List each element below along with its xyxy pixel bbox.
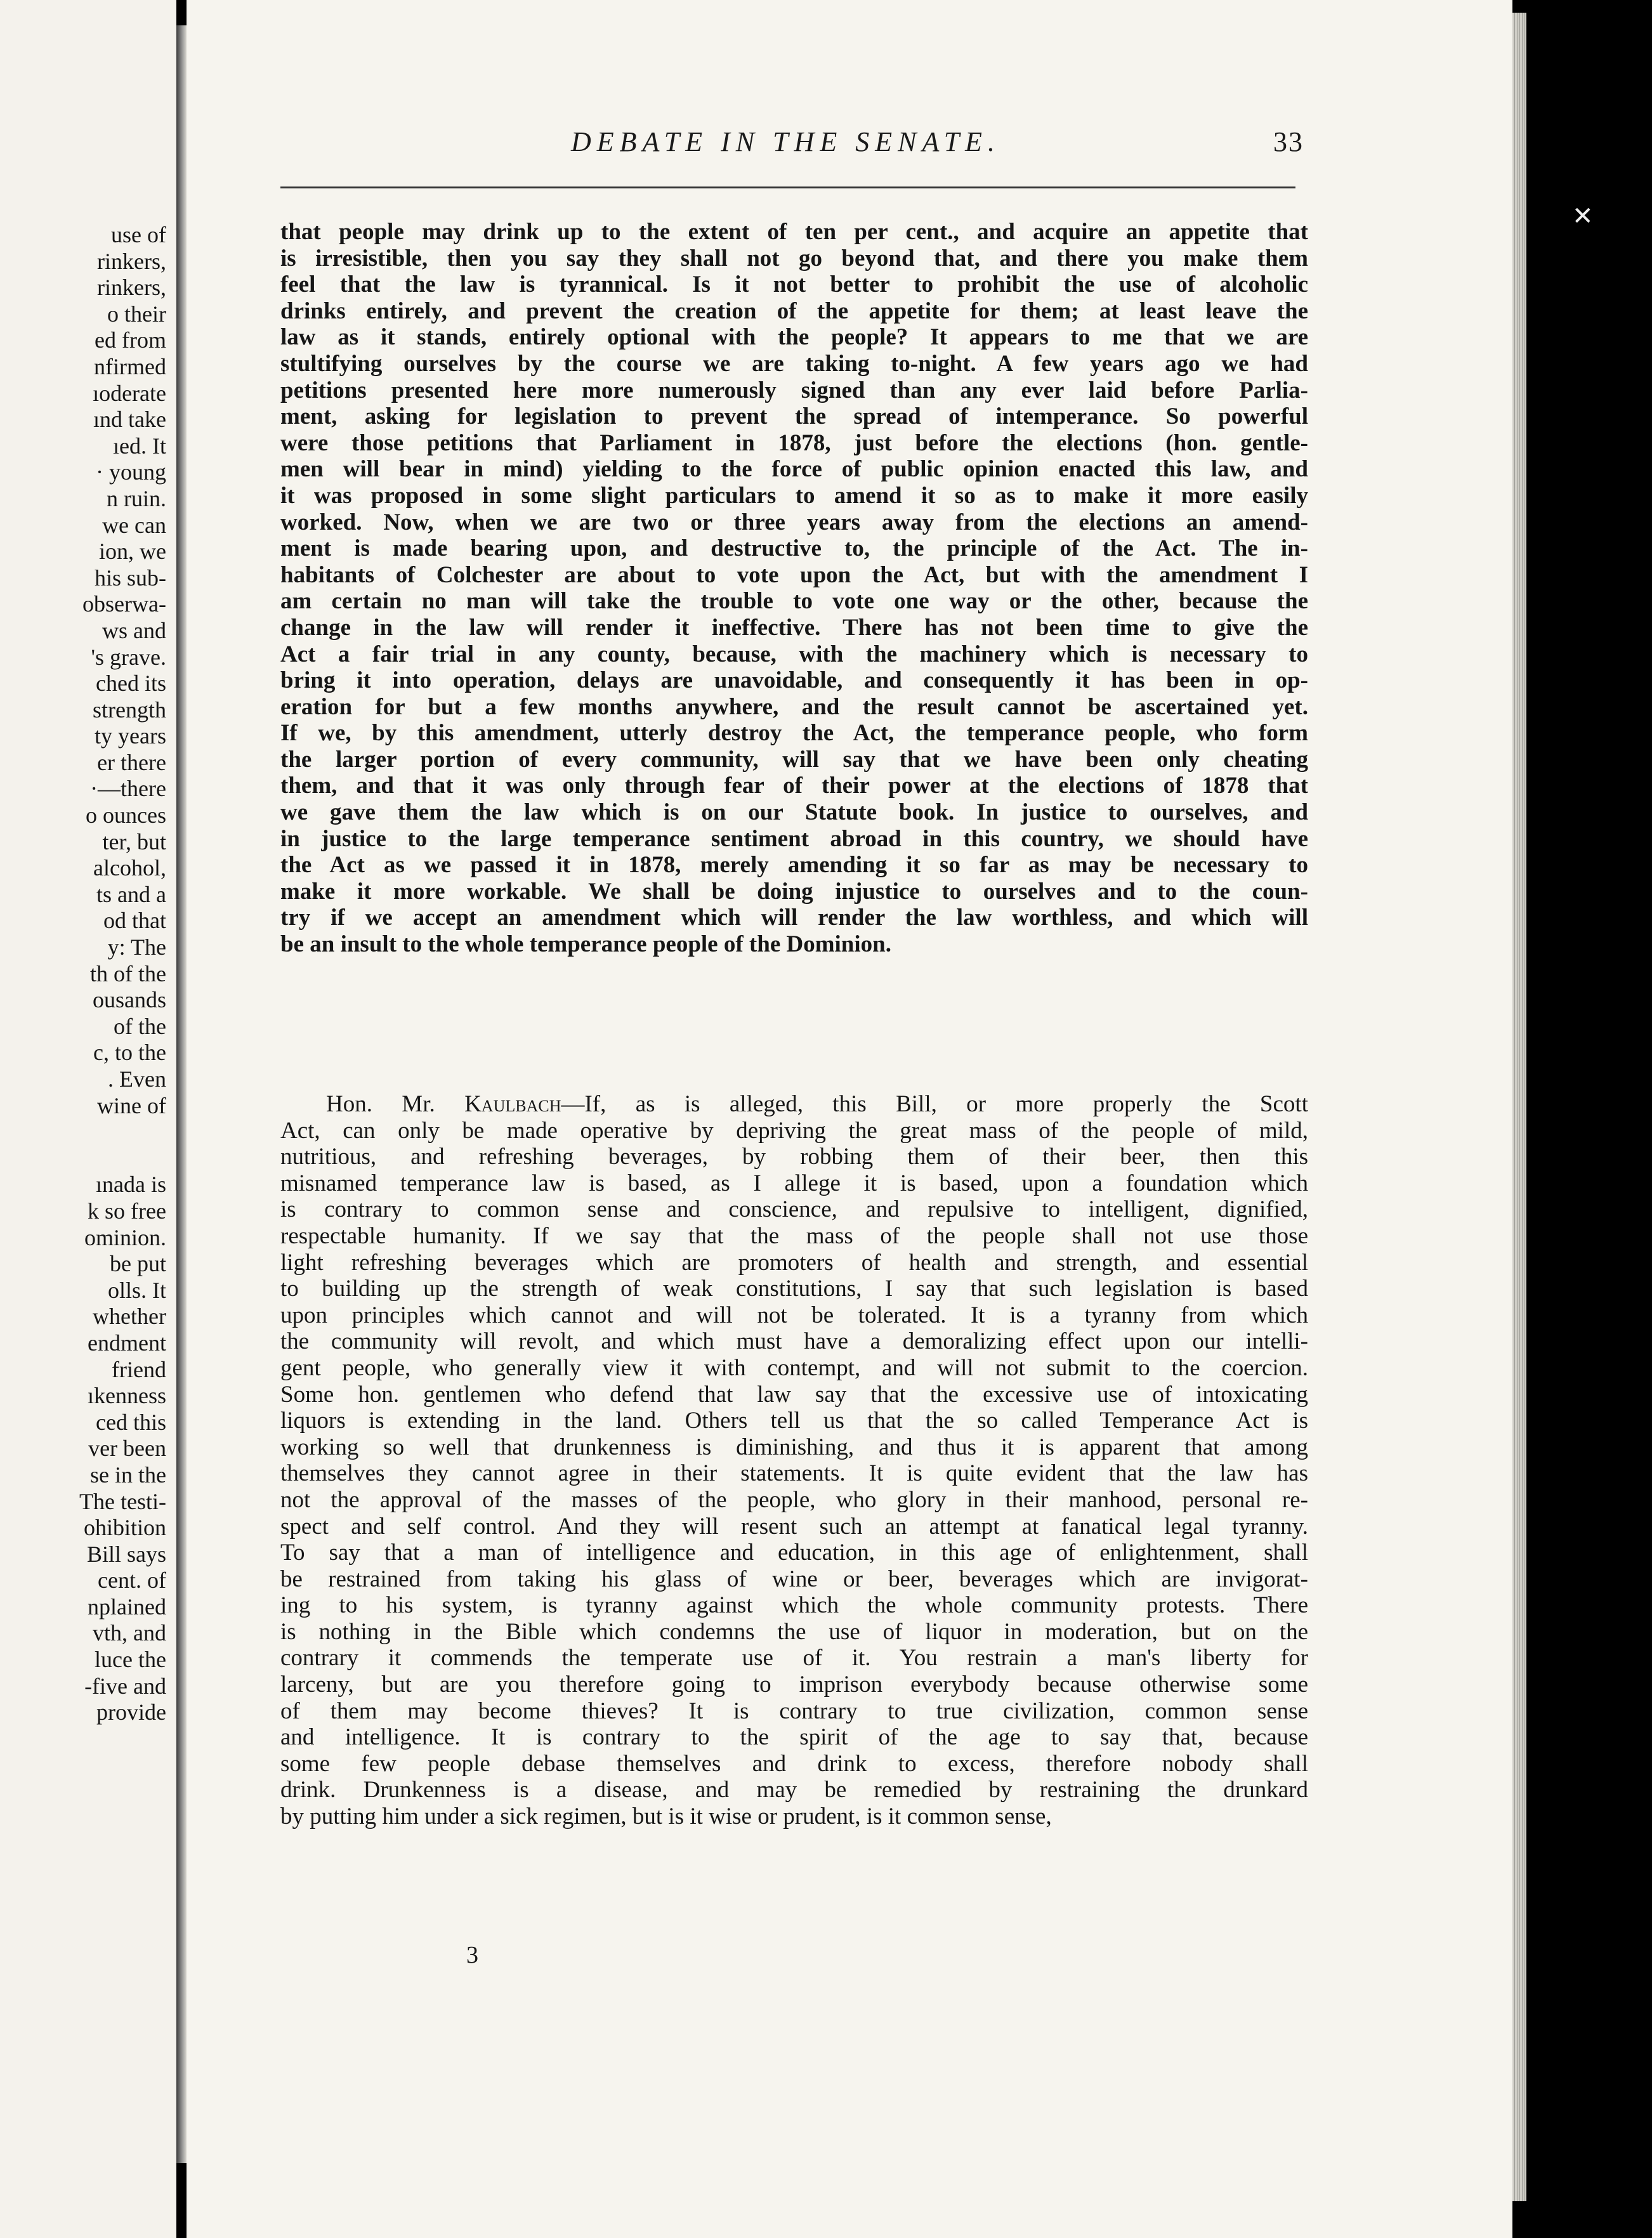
text-line: it was proposed in some slight particulars to amend it so as to make it more easily — [280, 482, 1308, 509]
left-column-line: rinkers, — [97, 248, 166, 274]
left-column-line: luce the — [95, 1647, 166, 1673]
left-column-line: Bill says — [86, 1541, 166, 1567]
left-column-line — [0, 1119, 166, 1146]
text-line: drink. Drunkenness is a disease, and may be remedied by restraining the drunkard — [280, 1777, 1308, 1803]
left-column-line: · young — [96, 459, 166, 485]
text-line: men will bear in mind) yielding to the force of public opinion enacted this law, and — [280, 456, 1308, 483]
text-line: larceny, but are you therefore going to imprison everybody because otherwise some — [280, 1672, 1308, 1698]
left-column-line: ched its — [96, 671, 166, 697]
text-line: liquors is extending in the land. Others tell us that the so called Temperance Act is — [280, 1408, 1308, 1434]
text-line: Act, can only be made operative by depriving the great mass of the people of mild, — [280, 1117, 1308, 1144]
text-line: by putting him under a sick regimen, but is it wise or prudent, is it common sense, — [280, 1803, 1052, 1830]
left-column-line: ıkenness — [88, 1383, 166, 1409]
text-line: not the approval of the masses of the people, who glory in their manhood, personal re- — [280, 1486, 1308, 1513]
left-column-line: ts and a — [96, 881, 166, 907]
text-line: is irresistible, then you say they shall not go beyond that, and there you make them — [280, 245, 1308, 272]
text-line: drinks entirely, and prevent the creation of the appetite for them; at least leave the — [280, 298, 1308, 324]
left-column-line: of the — [114, 1013, 166, 1039]
signature-mark: 3 — [466, 1942, 478, 1968]
text-line: am certain no man will take the trouble to vote one way or the other, because the — [280, 588, 1308, 615]
left-column-line: er there — [97, 749, 166, 775]
text-line: some few people debase themselves and drink to excess, therefore nobody shall — [280, 1750, 1308, 1777]
text-line: petitions presented here more numerously signed than any ever laid before Parlia- — [280, 377, 1308, 403]
left-column-line: alcohol, — [93, 855, 166, 881]
left-column-line — [0, 1146, 166, 1172]
text-line: Some hon. gentlemen who defend that law say that the excessive use of intoxicating — [280, 1381, 1308, 1408]
left-column-line: ousands — [93, 987, 166, 1013]
left-column-line: endment — [88, 1330, 166, 1356]
text-line: is nothing in the Bible which condemns the use of liquor in moderation, but on the — [280, 1618, 1308, 1645]
left-column-line: ed from — [95, 327, 166, 353]
text-line: be an insult to the whole temperance people of the Dominion. — [280, 931, 891, 958]
speech-opening-text: —If, as is alleged, this Bill, or more properly the Scott — [561, 1091, 1308, 1117]
text-line: the larger portion of every community, will say that we have been only cheating — [280, 746, 1308, 773]
left-column-line: ion, we — [99, 539, 166, 565]
left-column-line: cent. of — [98, 1567, 166, 1593]
text-line: worked. Now, when we are two or three years away from the elections an amend- — [280, 509, 1308, 535]
left-column-line: ced this — [96, 1409, 166, 1435]
text-line: misnamed temperance law is based, as I allege it is based, upon a foundation which — [280, 1170, 1308, 1196]
text-line: Act a fair trial in any county, because, with the machinery which is necessary to — [280, 641, 1308, 667]
text-line: the community will revolt, and which must have a demoralizing effect upon our intelli- — [280, 1328, 1308, 1355]
text-line: stultifying ourselves by the course we are taking to-night. A few years ago we had — [280, 350, 1308, 377]
left-column-line: ter, but — [102, 828, 166, 854]
text-line: that people may drink up to the extent of ten per cent., and acquire an appetite that — [280, 219, 1308, 245]
left-column-line: be put — [110, 1251, 166, 1277]
left-column-line: nplained — [88, 1593, 166, 1620]
left-column-line: o their — [107, 301, 166, 327]
text-line: is contrary to common sense and conscience, and repulsive to intelligent, dignified, — [280, 1196, 1308, 1223]
left-column-line: . Even — [108, 1066, 166, 1092]
left-column-line: his sub- — [94, 565, 166, 591]
text-line: working so well that drunkenness is diminishing, and thus it is apparent that among — [280, 1434, 1308, 1460]
paragraph-kaulbach-speech — [280, 1091, 1308, 1830]
left-column-line: od that — [103, 908, 166, 934]
text-line: ment is made bearing upon, and destructive to, the principle of the Act. The in- — [280, 535, 1308, 562]
left-column-line: 's grave. — [91, 644, 166, 670]
text-line: the Act as we passed it in 1878, merely amending it so far as may be necessary to — [280, 852, 1308, 879]
text-line: we gave them the law which is on our Statute book. In justice to ourselves, and — [280, 799, 1308, 826]
left-page-text-column — [0, 222, 166, 1726]
text-line: contrary it commends the temperate use of it. You restrain a man's liberty for — [280, 1645, 1308, 1672]
text-line: nutritious, and refreshing beverages, by robbing them of their beer, then this — [280, 1144, 1308, 1170]
left-column-line: nfirmed — [94, 353, 166, 379]
left-column-line: ws and — [102, 617, 166, 643]
text-line: To say that a man of intelligence and education, in this age of enlightenment, shall — [280, 1540, 1308, 1566]
left-column-line: ıed. It — [113, 433, 166, 459]
text-line: ing to his system, is tyranny against which the whole community protests. There — [280, 1592, 1308, 1619]
left-column-line: whether — [93, 1304, 166, 1330]
text-line: gent people, who generally view it with contempt, and will not submit to the coercion. — [280, 1354, 1308, 1381]
text-line: spect and self control. And they will resent such an attempt at fanatical legal tyranny. — [280, 1513, 1308, 1540]
text-line: bring it into operation, delays are unavoidable, and consequently it has been in op- — [280, 667, 1308, 694]
text-line: ment, asking for legislation to prevent the spread of intemperance. So powerful — [280, 403, 1308, 430]
speaker-prefix: Hon. Mr. — [326, 1091, 465, 1117]
text-line: If we, by this amendment, utterly destroy the Act, the temperance people, who form — [280, 720, 1308, 747]
text-line: change in the law will render it ineffective. There has not been time to give the — [280, 614, 1308, 641]
left-column-line: vth, and — [93, 1620, 166, 1646]
left-column-line: strength — [93, 697, 166, 723]
left-column-line: friend — [112, 1356, 166, 1382]
left-column-line: rinkers, — [97, 275, 166, 301]
left-column-line: -five and — [84, 1673, 166, 1699]
text-line: eration for but a few months anywhere, and the result cannot be ascertained yet. — [280, 693, 1308, 720]
left-column-line: se in the — [90, 1462, 166, 1488]
text-line: be restrained from taking his glass of wine or beer, beverages which are invigorat- — [280, 1566, 1308, 1592]
left-column-line: c, to the — [93, 1040, 166, 1066]
speech-first-line — [280, 1091, 1308, 1118]
page-number: 33 — [1273, 126, 1304, 157]
paragraph-continuation — [280, 219, 1308, 958]
text-line: were those petitions that Parliament in 1878, just before the elections (hon. gentle- — [280, 429, 1308, 456]
text-line: make it more workable. We shall be doing injustice to ourselves and to the coun- — [280, 878, 1308, 905]
left-column-line: ·—there — [90, 776, 166, 802]
left-column-line: th of the — [90, 960, 166, 986]
text-line: them, and that it was only through fear of their power at the elections of 1878 that — [280, 773, 1308, 799]
left-column-line: ıoderate — [93, 380, 166, 406]
left-column-line: ınd take — [93, 407, 166, 433]
left-column-line: we can — [102, 512, 166, 538]
text-line: light refreshing beverages which are promoters of health and strength, and essential — [280, 1249, 1308, 1276]
text-line: themselves they cannot agree in their statements. It is quite evident that the law has — [280, 1460, 1308, 1487]
text-line: law as it stands, entirely optional with the people? It appears to me that we are — [280, 324, 1308, 351]
text-line: in justice to the large temperance sentiment abroad in this country, we should have — [280, 825, 1308, 852]
left-column-line: provide — [96, 1699, 166, 1725]
book-gutter — [176, 25, 187, 2163]
left-column-line: olls. It — [107, 1277, 166, 1303]
text-line: and intelligence. It is contrary to the spirit of the age to say that, because — [280, 1724, 1308, 1751]
page-edge-stack — [1512, 13, 1526, 2201]
left-column-line: ınada is — [96, 1172, 166, 1198]
text-line: to building up the strength of weak constitutions, I say that such legislation is based — [280, 1276, 1308, 1302]
scan-artifact-mark: ✕ — [1572, 202, 1594, 231]
left-column-line: o ounces — [86, 802, 166, 828]
text-line: upon principles which cannot and will not be tolerated. It is a tyranny from which — [280, 1302, 1308, 1328]
text-line: try if we accept an amendment which will render the law worthless, and which will — [280, 905, 1308, 931]
left-column-line: ominion. — [84, 1224, 166, 1250]
left-column-line: k so free — [88, 1198, 166, 1224]
running-title: DEBATE IN THE SENATE. — [571, 126, 1001, 157]
left-column-line: y: The — [107, 934, 166, 960]
text-line: feel that the law is tyrannical. Is it not better to prohibit the use of alcoholic — [280, 272, 1308, 298]
left-column-line: ty years — [95, 723, 166, 749]
left-column-line: use of — [111, 222, 166, 247]
text-line: of them may become thieves? It is contrary to true civilization, common sense — [280, 1698, 1308, 1724]
left-column-line: The testi- — [79, 1488, 166, 1514]
left-column-line: obserwa- — [82, 591, 166, 617]
text-line: habitants of Colchester are about to vote upon the Act, but with the amendment I — [280, 561, 1308, 588]
left-column-line: n ruin. — [107, 485, 166, 511]
text-line: respectable humanity. If we say that the mass of the people shall not use those — [280, 1222, 1308, 1249]
left-column-line: wine of — [97, 1092, 166, 1118]
left-page — [0, 0, 176, 2238]
left-column-line: ohibition — [83, 1515, 166, 1541]
header-rule — [280, 186, 1295, 188]
left-column-line: ver been — [88, 1436, 166, 1462]
speaker-name: Kaulbach — [464, 1091, 561, 1117]
